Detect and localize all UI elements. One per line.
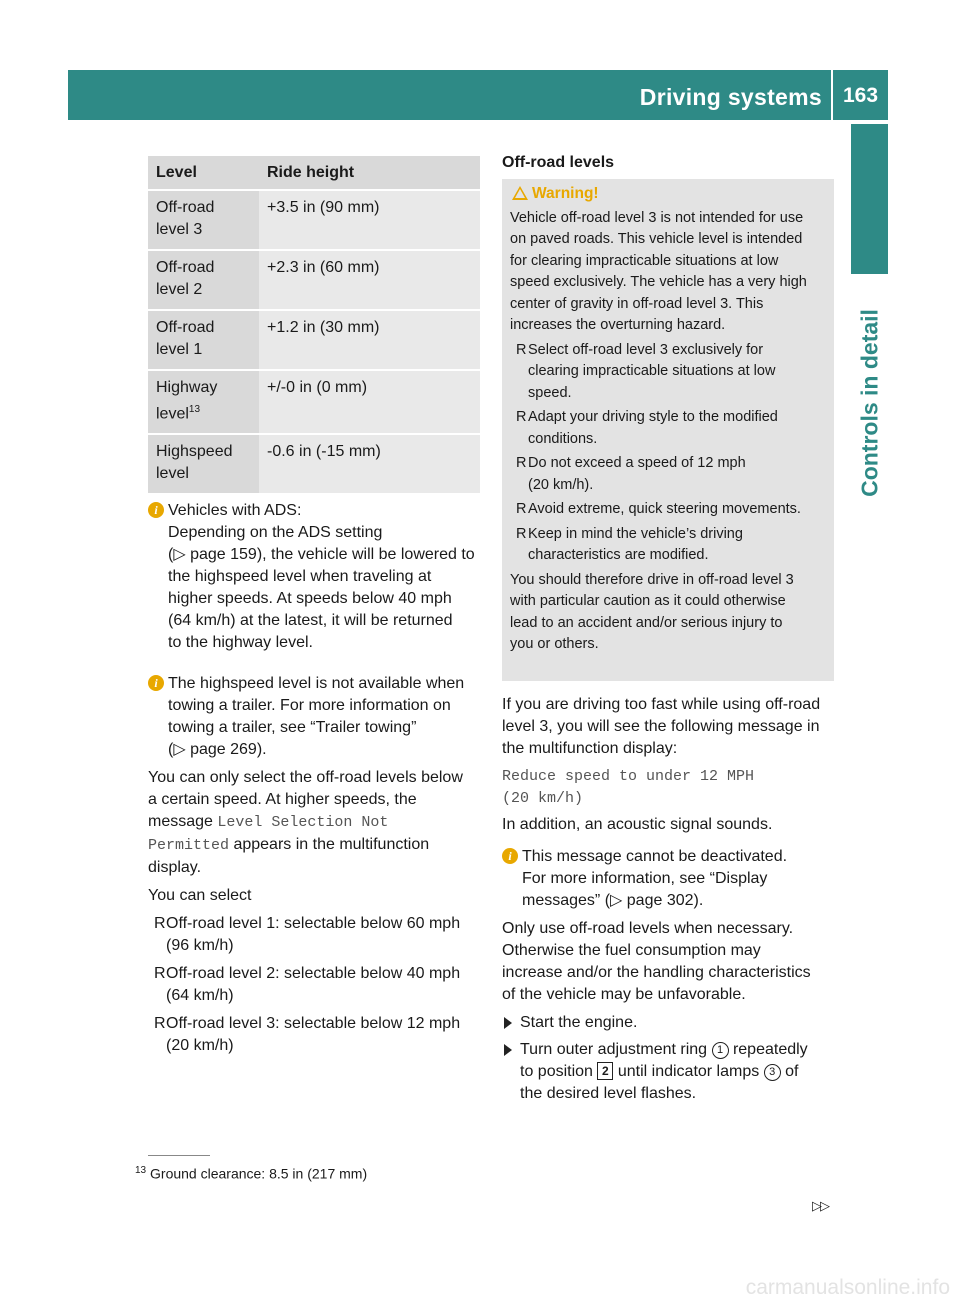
list-item: R Avoid extreme, quick steering movements. [516, 501, 801, 517]
table-row [148, 434, 480, 493]
table-cell-height: +1.2 in (30 mm) [259, 310, 480, 370]
ride-height-table [148, 156, 480, 493]
table-cell-level: Off-road level 1 [148, 310, 259, 370]
table-cell-height: +/-0 in (0 mm) [259, 370, 480, 434]
callout-1: 1 [712, 1042, 729, 1059]
step-turn-ring: Turn outer adjustment ring 1 repeatedly to position 2 until indicator lamps 3 of the desired level flashes. [502, 1039, 834, 1105]
table-cell-level: Highway level$^{13}$ [148, 370, 259, 434]
step-arrow-icon [504, 1017, 512, 1029]
paragraph-select-levels: You can only select the off-road levels below a certain speed. At higher speeds, the message Level Selection Not Permitted appears in the multifunction display. [148, 769, 463, 876]
table-cell-height: +2.3 in (60 mm) [259, 250, 480, 310]
list-item: R Off-road level 2: selectable below 40 mph (64 km/h) [154, 965, 461, 1004]
info-icon: i [502, 848, 518, 864]
table-header-ride-height: Ride height [259, 156, 480, 190]
right-column-text: If you are driving too fast while using off-road level 3, you will see the following message in the multifunction display: Reduce speed to under 12 MPH (20 km/h) In addition, an acoustic signal sounds. i This message cannot be deactivated. For more information, see “Display messages” (▷ page 302). Only use off-road levels when necessary. Otherwise the fuel consumption may increase and/or the handling characteristics of the vehicle may be unfavorable. Start the engine. Turn outer adjustment ring 1 repeatedly to position 2 until indicator lamps 3 of the desired level flashes. [502, 694, 834, 1105]
display-message: Reduce speed to under 12 MPH [502, 768, 755, 785]
step-start-engine: Start the engine. [502, 1012, 834, 1034]
table-row [148, 310, 480, 370]
info-icon: i [148, 502, 164, 518]
off-road-heading: Off-road levels [502, 154, 615, 171]
section-title: Driving systems [639, 84, 822, 110]
warning-box: Warning! Vehicle off-road level 3 is not intended for use on paved roads. This vehicle level is intended for clearing impracticable situations at low speed exclusively. The vehicle has a very high center of gravity in off-road level 3. This increases the overturning hazard. R Select off-road level 3 exclusively for clearing impracticable situations at low speed. R Adapt your driving style to the modified conditions. R Do not exceed a speed of 12 mph (20 km/h). R Avoid extreme, quick steering movements. R Keep in mind the vehicle’s driving characteristics are modified. You should therefore drive in off-road level 3 with particular caution as it could otherwise lead to an accident and/or serious injury to you or others. [502, 179, 834, 681]
info-note-trailer: i The highspeed level is not available when towing a trailer. For more information on towing a trailer, see “Trailer towing” (▷ page 269). [148, 673, 483, 761]
step-arrow-icon [504, 1044, 512, 1056]
position-2: 2 [597, 1062, 613, 1080]
list-item: R Off-road level 3: selectable below 12 mph (20 km/h) [154, 1015, 461, 1054]
table-row [148, 190, 480, 250]
left-column [148, 500, 483, 1057]
list-item: R Select off-road level 3 exclusively for clearing impracticable situations at low speed. [516, 341, 776, 401]
list-item: R Do not exceed a speed of 12 mph (20 km/h). [516, 455, 746, 493]
side-tab-label: Controls in detail [856, 309, 882, 497]
callout-3: 3 [764, 1064, 781, 1081]
info-icon: i [148, 675, 164, 691]
table-row [148, 370, 480, 434]
page-number: 163 [842, 84, 879, 107]
table-cell-level: Highspeed level [148, 434, 259, 493]
list-item: R Off-road level 1: selectable below 60 mph (96 km/h) [154, 915, 461, 954]
list-item: R Adapt your driving style to the modified conditions. [516, 409, 778, 447]
footnote-ref: 13 [188, 404, 201, 415]
info-note-message: i This message cannot be deactivated. For more information, see “Display messages” (▷ page 302). [502, 846, 834, 912]
you-can-select: You can select [148, 887, 252, 904]
watermark: carmanualsonline.info [745, 1276, 950, 1299]
warning-title: Warning! [510, 183, 826, 205]
table-row [148, 250, 480, 310]
table-cell-height: -0.6 in (-15 mm) [259, 434, 480, 493]
warning-icon [512, 186, 528, 200]
table-cell-level: Off-road level 3 [148, 190, 259, 250]
table-header-level: Level [148, 156, 259, 190]
list-item: R Keep in mind the vehicle’s driving characteristics are modified. [516, 525, 743, 563]
table-cell-height: +3.5 in (90 mm) [259, 190, 480, 250]
info-note-ads: i Vehicles with ADS: Depending on the ADS setting (▷ page 159), the vehicle will be lowered to the highspeed level when traveling at higher speeds. At speeds below 40 mph (64 km/h) at the latest, it will be returned to the highway level. [148, 500, 483, 654]
continue-arrows: ▷▷ [812, 1198, 828, 1213]
side-tab [851, 278, 888, 528]
side-tab-bar [851, 124, 888, 274]
table-cell-level: Off-road level 2 [148, 250, 259, 310]
footnote-rule [148, 1155, 210, 1156]
paragraph-only-use: Only use off-road levels when necessary. Otherwise the fuel consumption may increase and/or the handling characteristics of the vehicle may be unfavorable. [502, 920, 811, 1003]
footnote: $^{13}$ Ground clearance: 8.5 in (217 mm) [135, 1165, 368, 1182]
